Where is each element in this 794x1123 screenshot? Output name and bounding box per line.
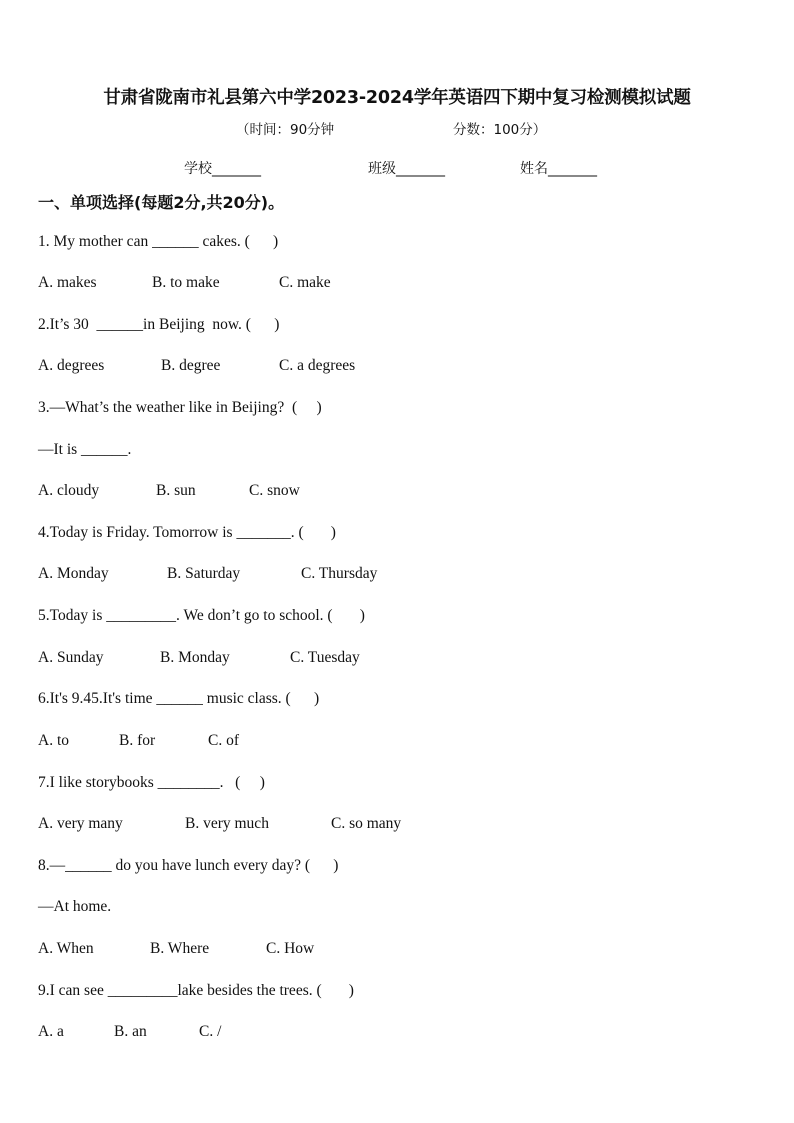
option-c: C. make [279, 274, 331, 291]
option-a: A. very many [38, 815, 123, 832]
option-b: B. Monday [160, 649, 230, 666]
option-c: C. How [266, 940, 315, 957]
option-b: B. an [114, 1023, 147, 1040]
name-field: 姓名_______ [520, 161, 597, 177]
option-c: C. snow [249, 482, 300, 499]
exam-time: （时间：90分钟 [236, 122, 335, 138]
question-1-stem: 1. My mother can ______ cakes. ( ) [38, 233, 279, 250]
option-a: A. a [38, 1023, 64, 1040]
question-5-stem: 5.Today is _________. We don’t go to school. ( ) [38, 607, 365, 624]
option-b: B. for [119, 732, 156, 749]
question-9-stem: 9.I can see _________lake besides the trees. ( ) [38, 982, 354, 999]
question-2-stem: 2.It’s 30 ______in Beijing now. ( ) [38, 316, 280, 333]
option-a: A. degrees [38, 357, 105, 374]
question-6-stem: 6.It's 9.45.It's time ______ music class. ( ) [38, 690, 320, 707]
option-a: A. When [38, 940, 94, 957]
option-a: A. cloudy [38, 482, 100, 499]
option-c: C. so many [331, 815, 402, 832]
option-a: A. Sunday [38, 649, 104, 666]
exam-score: 分数：100分） [453, 122, 547, 138]
option-c: C. of [208, 732, 239, 749]
option-c: C. / [199, 1023, 222, 1040]
section-heading: 一、单项选择(每题2分,共20分)。 [38, 193, 285, 212]
question-7-stem: 7.I like storybooks ________. ( ) [38, 774, 265, 791]
option-a: A. makes [38, 274, 97, 291]
option-b: B. sun [156, 482, 196, 499]
question-3-stem: 3.—What’s the weather like in Beijing? ( ) [38, 399, 322, 416]
option-b: B. degree [161, 357, 221, 374]
exam-title: 甘肃省陇南市礼县第六中学2023-2024学年英语四下期中复习检测模拟试题 [103, 88, 691, 108]
option-a: A. to [38, 732, 69, 749]
class-field: 班级_______ [368, 161, 445, 177]
option-c: C. Thursday [301, 565, 378, 582]
option-b: B. Saturday [167, 565, 241, 582]
option-b: B. very much [185, 815, 269, 832]
question-8-stem: 8.—______ do you have lunch every day? ( ) [38, 857, 339, 874]
option-c: C. Tuesday [290, 649, 360, 666]
question-3-follow: —It is ______. [38, 441, 132, 458]
option-b: B. to make [152, 274, 220, 291]
school-field: 学校_______ [184, 161, 261, 177]
question-8-follow: —At home. [38, 898, 112, 915]
option-b: B. Where [150, 940, 210, 957]
option-a: A. Monday [38, 565, 109, 582]
question-4-stem: 4.Today is Friday. Tomorrow is _______. ( ) [38, 524, 336, 541]
option-c: C. a degrees [279, 357, 356, 374]
